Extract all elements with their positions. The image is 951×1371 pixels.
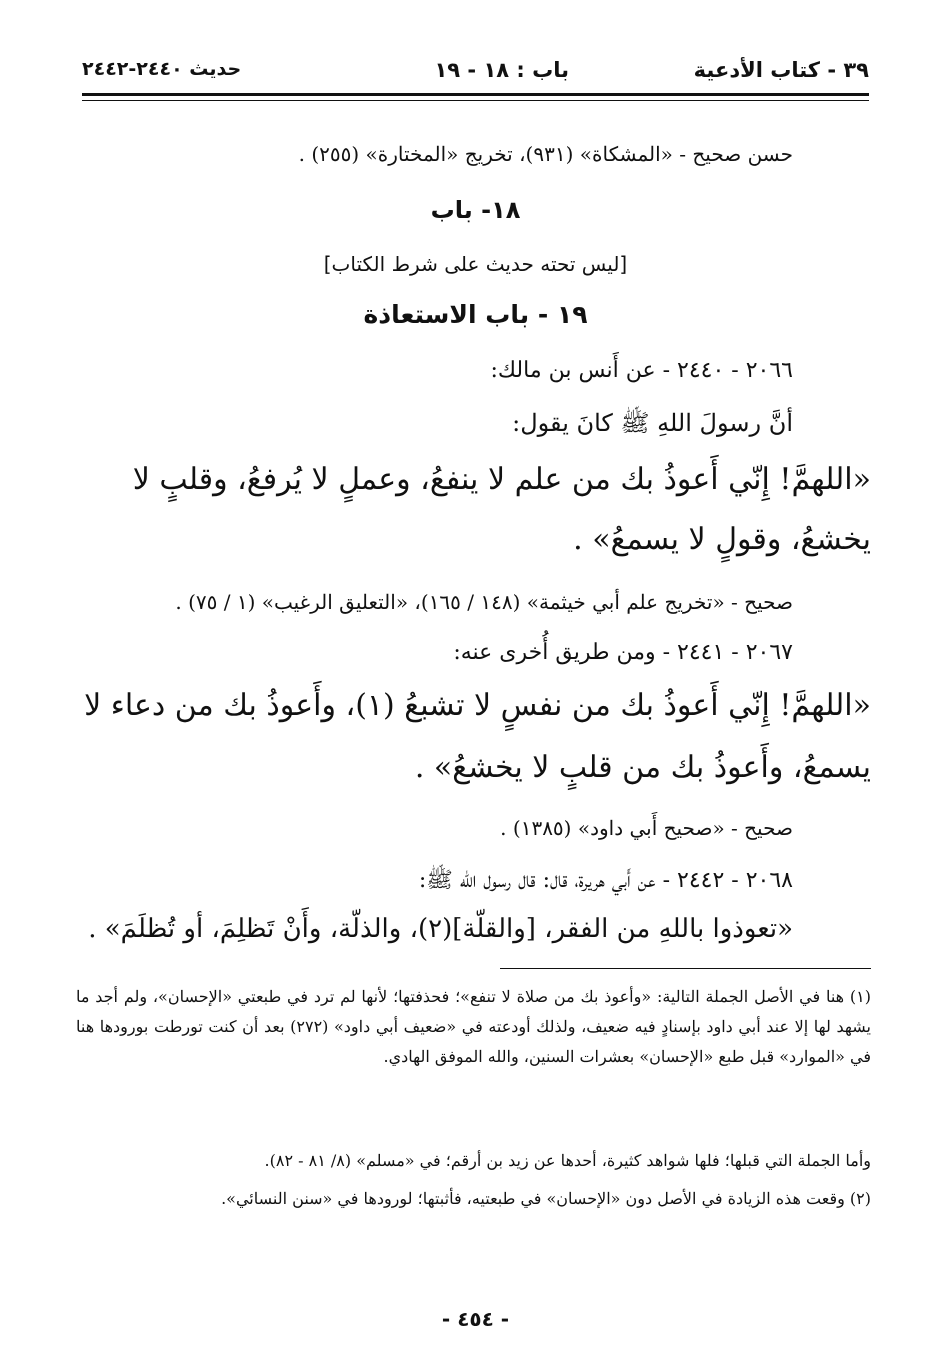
page-number: - ٤٥٤ - (441, 1307, 510, 1331)
hadith-2066-text-line-1: «اللهمَّ! إِنّي أَعوذُ بك من علم لا ينفعُ، وعملٍ لا يُرفعُ، وقلبٍ لا (132, 462, 871, 497)
hadith-2067-text-line-1: «اللهمَّ! إِنّي أَعوذُ بك من نفسٍ لا تشبعُ (١)، وأَعوذُ بك من دعاء لا (84, 688, 871, 723)
chapter-18-title: ١٨- باب (430, 196, 521, 224)
hadith-range: حديث ٢٤٤٠-٢٤٤٢ (82, 58, 242, 80)
footnote-1: (١) هنا في الأصل الجملة التالية: «وأعوذ بك من صلاة لا تنفع»؛ فحذفتها؛ لأنها لم ترد في طبعتي «الإحسان»، ولم أجد ما يشهد لها إلا عند أبي داود بإسنادٍ فيه ضعيف، ولذلك أودعته في «ضعيف أبي داود» (٢٧٢) بعد أن كنت تورطت بورودها هنا في «الموارد» قبل طبع «الإحسان» بعشرات السنين، والله الموفق الهادي. (76, 987, 871, 1066)
header-rule-thin (82, 100, 869, 101)
hadith-2066-grade: صحيح - «تخريج علم أبي خيثمة» (١٤٨ / ١٦٥)، «التعليق الرغيب» (١ / ٧٥) . (175, 590, 793, 614)
hadith-2068-heading: ٢٠٦٨ - ٢٤٤٢ - عن أَبي هريرة، قال: قال رسول الله ﷺ: (418, 868, 793, 893)
chapter-18-note: [ليس تحته حديث على شرط الكتاب] (323, 252, 628, 276)
hadith-2067-grade: صحيح - «صحيح أَبي داود» (١٣٨٥) . (500, 816, 793, 840)
footnote-1-continuation: وأما الجملة التي قبلها؛ فلها شواهد كثيرة، أحدها عن زيد بن أرقم؛ في «مسلم» (٨/ ٨١ - ٨٢). (264, 1151, 871, 1170)
section-range: باب : ١٨ - ١٩ (434, 58, 569, 82)
hadith-2067-heading: ٢٠٦٧ - ٢٤٤١ - ومن طريق أُخرى عنه: (453, 640, 793, 665)
running-header (82, 56, 869, 90)
hadith-2066-text-line-2: يخشعُ، وقولٍ لا يسمعُ» . (573, 522, 871, 557)
chapter-19-title: ١٩ - باب الاستعاذة (363, 300, 588, 329)
footnote-2: (٢) وقعت هذه الزيادة في الأصل دون «الإحسان» في طبعتيه، فأثبتها؛ لورودها في «سنن النسائي». (221, 1189, 871, 1208)
hadith-2066-heading: ٢٠٦٦ - ٢٤٤٠ - عن أَنس بن مالك: (490, 358, 793, 383)
chapter-title: ٣٩ - كتاب الأدعية (693, 58, 869, 82)
hadith-2066-intro: أنَّ رسولَ اللهِ ﷺ كانَ يقول: (512, 409, 793, 437)
header-rule-thick (82, 93, 869, 96)
previous-hadith-grade: حسن صحيح - «المشكاة» (٩٣١)، تخريج «المختارة» (٢٥٥) . (298, 142, 793, 166)
footnote-separator (500, 968, 871, 969)
hadith-2067-text-line-2: يسمعُ، وأَعوذُ بك من قلبٍ لا يخشعُ» . (414, 750, 871, 785)
hadith-2068-text: «تعوذوا باللهِ من الفقر، [والقلّة](٢)، والذلّة، وأَنْ تَظلِمَ، أو تُظلَمَ» . (88, 914, 793, 944)
